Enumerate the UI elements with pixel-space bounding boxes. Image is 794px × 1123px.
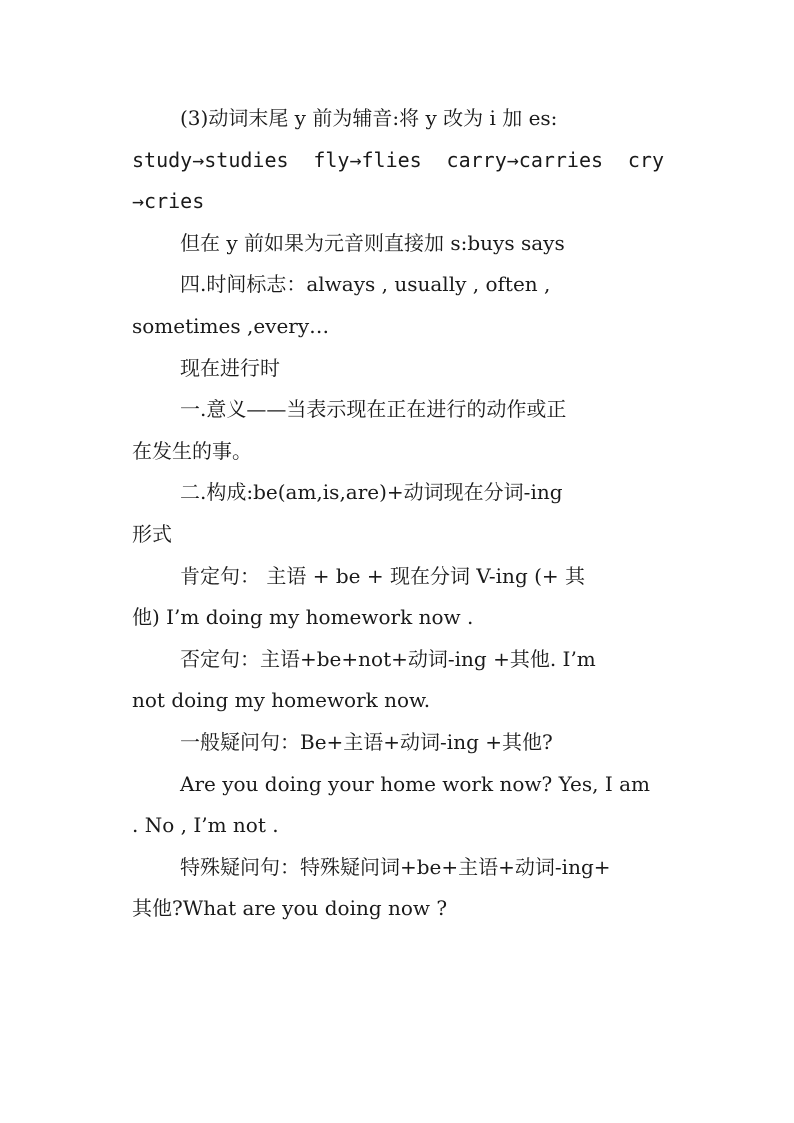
text-line-yes-no-example-cont: . No , I’m not . xyxy=(132,813,279,838)
text-line-negative-example: not doing my homework now. xyxy=(132,688,431,713)
text-line-verb-rule-3: (3)动词末尾 y 前为辅音:将 y 改为 i 加 es: xyxy=(180,106,558,130)
text-line-affirmative: 肯定句： 主语 + be + 现在分词 V-ing (+ 其 xyxy=(180,563,586,588)
text-line-meaning-cont: 在发生的事。 xyxy=(132,438,252,463)
text-line-affirmative-example: 他) I’m doing my homework now . xyxy=(132,605,474,630)
text-line-examples-cont: →cries xyxy=(132,189,205,214)
section-heading-present-continuous: 现在进行时 xyxy=(180,355,280,380)
text-line-examples: study→studies fly→flies carry→carries cry xyxy=(132,147,664,172)
text-line-yes-no-question: 一般疑问句：Be+主语+动词-ing +其他? xyxy=(180,729,553,754)
text-line-meaning: 一.意义——当表示现在正在进行的动作或正 xyxy=(180,397,567,422)
text-line-wh-question-example: 其他?What are you doing now ? xyxy=(132,896,448,921)
text-line-structure-cont: 形式 xyxy=(132,521,172,546)
text-line-negative: 否定句：主语+be+not+动词-ing +其他. I’m xyxy=(180,646,596,671)
text-line-wh-question: 特殊疑问句：特殊疑问词+be+主语+动词-ing+ xyxy=(180,854,611,879)
text-line-time-markers: 四.时间标志：always , usually , often , xyxy=(180,272,551,297)
text-line-structure: 二.构成:be(am,is,are)+动词现在分词-ing xyxy=(180,480,563,505)
text-line-yes-no-example: Are you doing your home work now? Yes, I am xyxy=(180,771,651,796)
document-body xyxy=(132,98,664,930)
text-line-time-markers-cont: sometimes ,every… xyxy=(132,313,330,338)
text-line-vowel-rule: 但在 y 前如果为元音则直接加 s:buys says xyxy=(180,230,565,255)
